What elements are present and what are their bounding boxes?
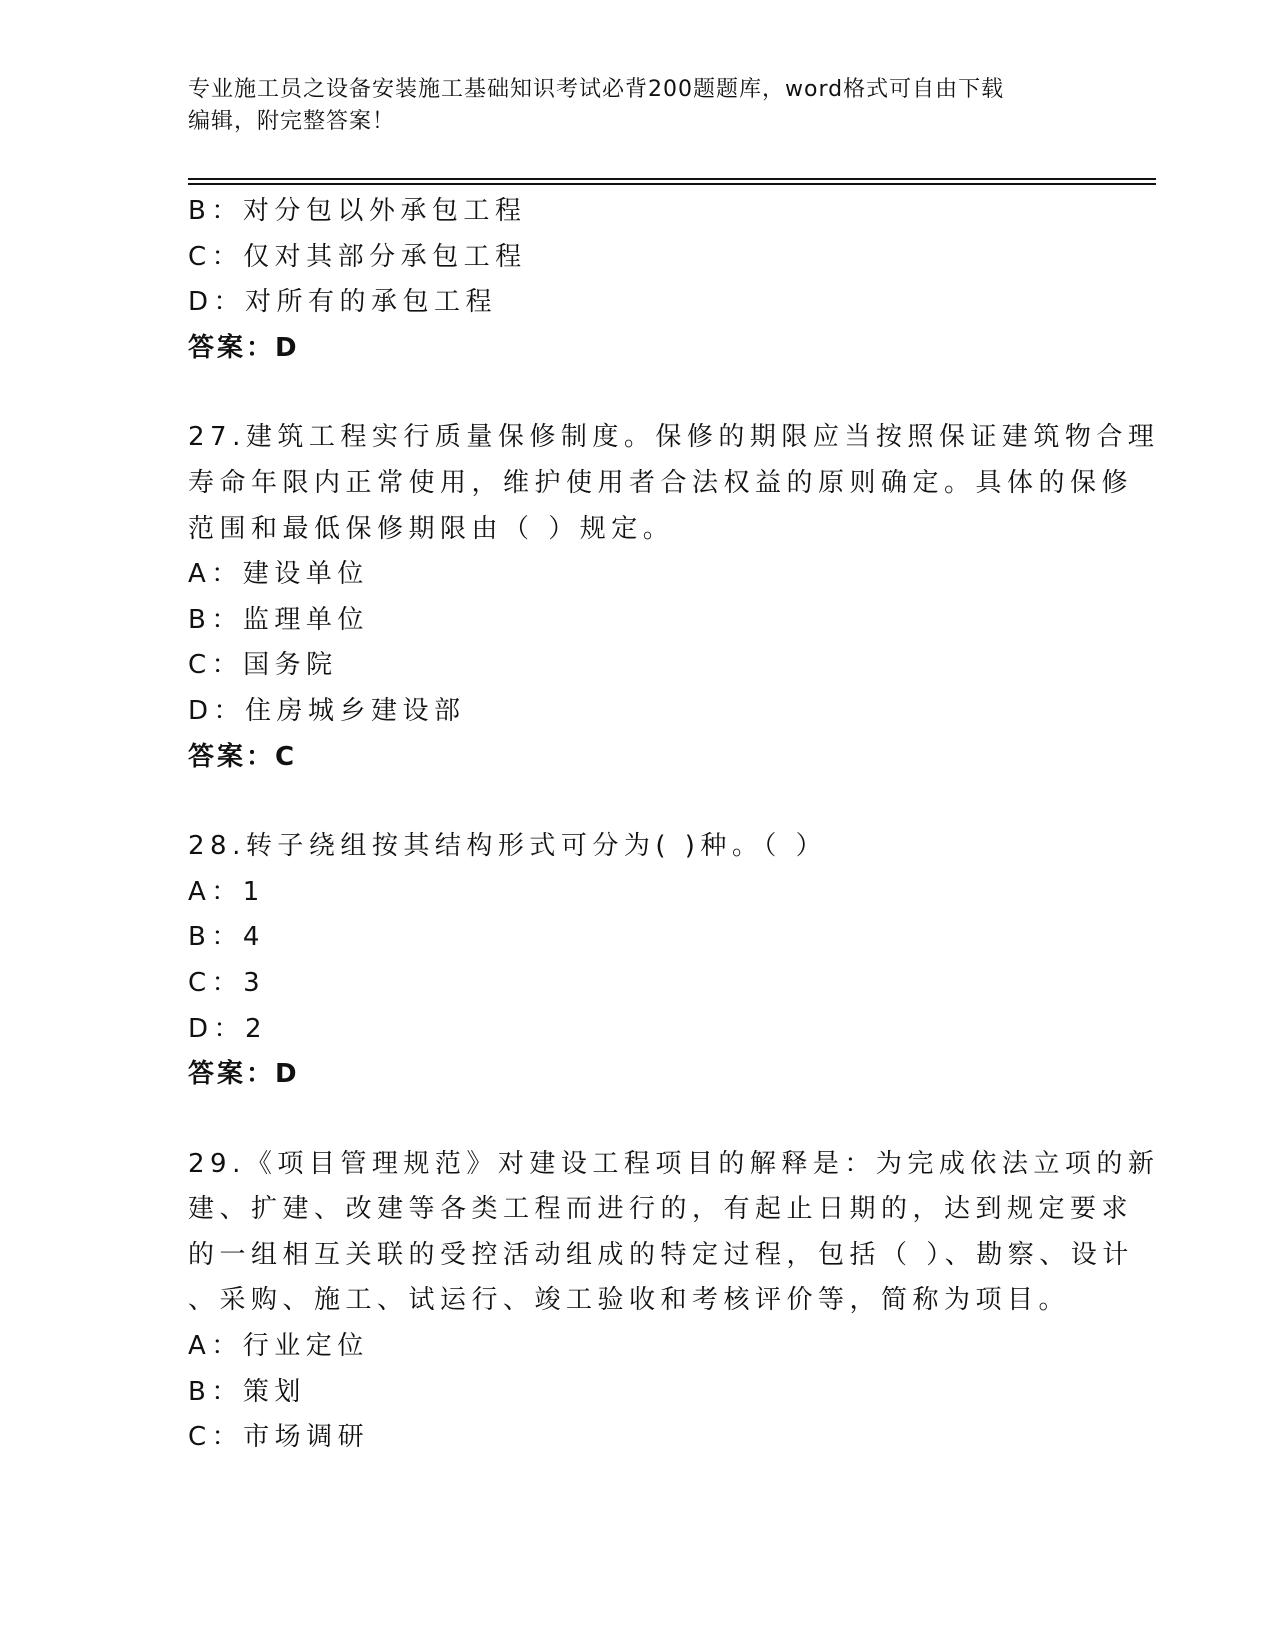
option-c: C：国务院 [188,650,338,681]
question-28 [188,824,1088,1098]
spacer [188,371,1088,415]
option-b: B：4 [188,922,265,953]
answer: 答案：D [188,332,300,363]
question-text-line: 28.转子绕组按其结构形式可分为( )种。（ ） [188,831,828,862]
option-c: C：3 [188,967,266,998]
option-d: D：对所有的承包工程 [188,287,498,318]
header-line-2: 编辑，附完整答案！ [188,109,396,134]
header-rule-top [188,178,1156,180]
option-b: B：监理单位 [188,604,369,635]
option-c: C：仅对其部分承包工程 [188,241,527,272]
question-27 [188,415,1160,780]
option-b: B：策划 [188,1376,306,1407]
answer: 答案：D [188,1059,300,1090]
question-text-line: 建、扩建、改建等各类工程而进行的，有起止日期的，达到规定要求 [188,1194,1134,1225]
option-d: D：住房城乡建设部 [188,695,466,726]
question-26-continued [188,189,1088,371]
answer: 答案：C [188,741,298,772]
option-a: A：行业定位 [188,1331,369,1362]
document-header [188,74,1088,138]
option-a: A：建设单位 [188,559,369,590]
question-text-line: 寿命年限内正常使用，维护使用者合法权益的原则确定。具体的保修 [188,467,1134,498]
question-text-line: 的一组相互关联的受控活动组成的特定过程，包括（ ）、勘察、设计 [188,1239,1134,1270]
option-c: C：市场调研 [188,1422,370,1453]
option-b: B：对分包以外承包工程 [188,196,527,226]
question-text-line: 范围和最低保修期限由（ ）规定。 [188,513,675,544]
question-text-line: 、采购、施工、试运行、竣工验收和考核评价等，简称为项目。 [188,1285,1071,1316]
question-text-line: 27.建筑工程实行质量保修制度。保修的期限应当按照保证建筑物合理 [188,422,1160,453]
option-d: D：2 [188,1013,268,1044]
header-rule-bottom [188,183,1156,185]
spacer [188,780,1088,824]
header-line-1: 专业施工员之设备安装施工基础知识考试必背200题题库，word格式可自由下载 [188,77,1005,102]
question-29 [188,1142,1160,1461]
spacer [188,1098,1088,1142]
question-list [188,189,1160,1461]
question-text-line: 29.《项目管理规范》对建设工程项目的解释是：为完成依法立项的新 [188,1148,1160,1179]
option-a: A：1 [188,876,265,907]
